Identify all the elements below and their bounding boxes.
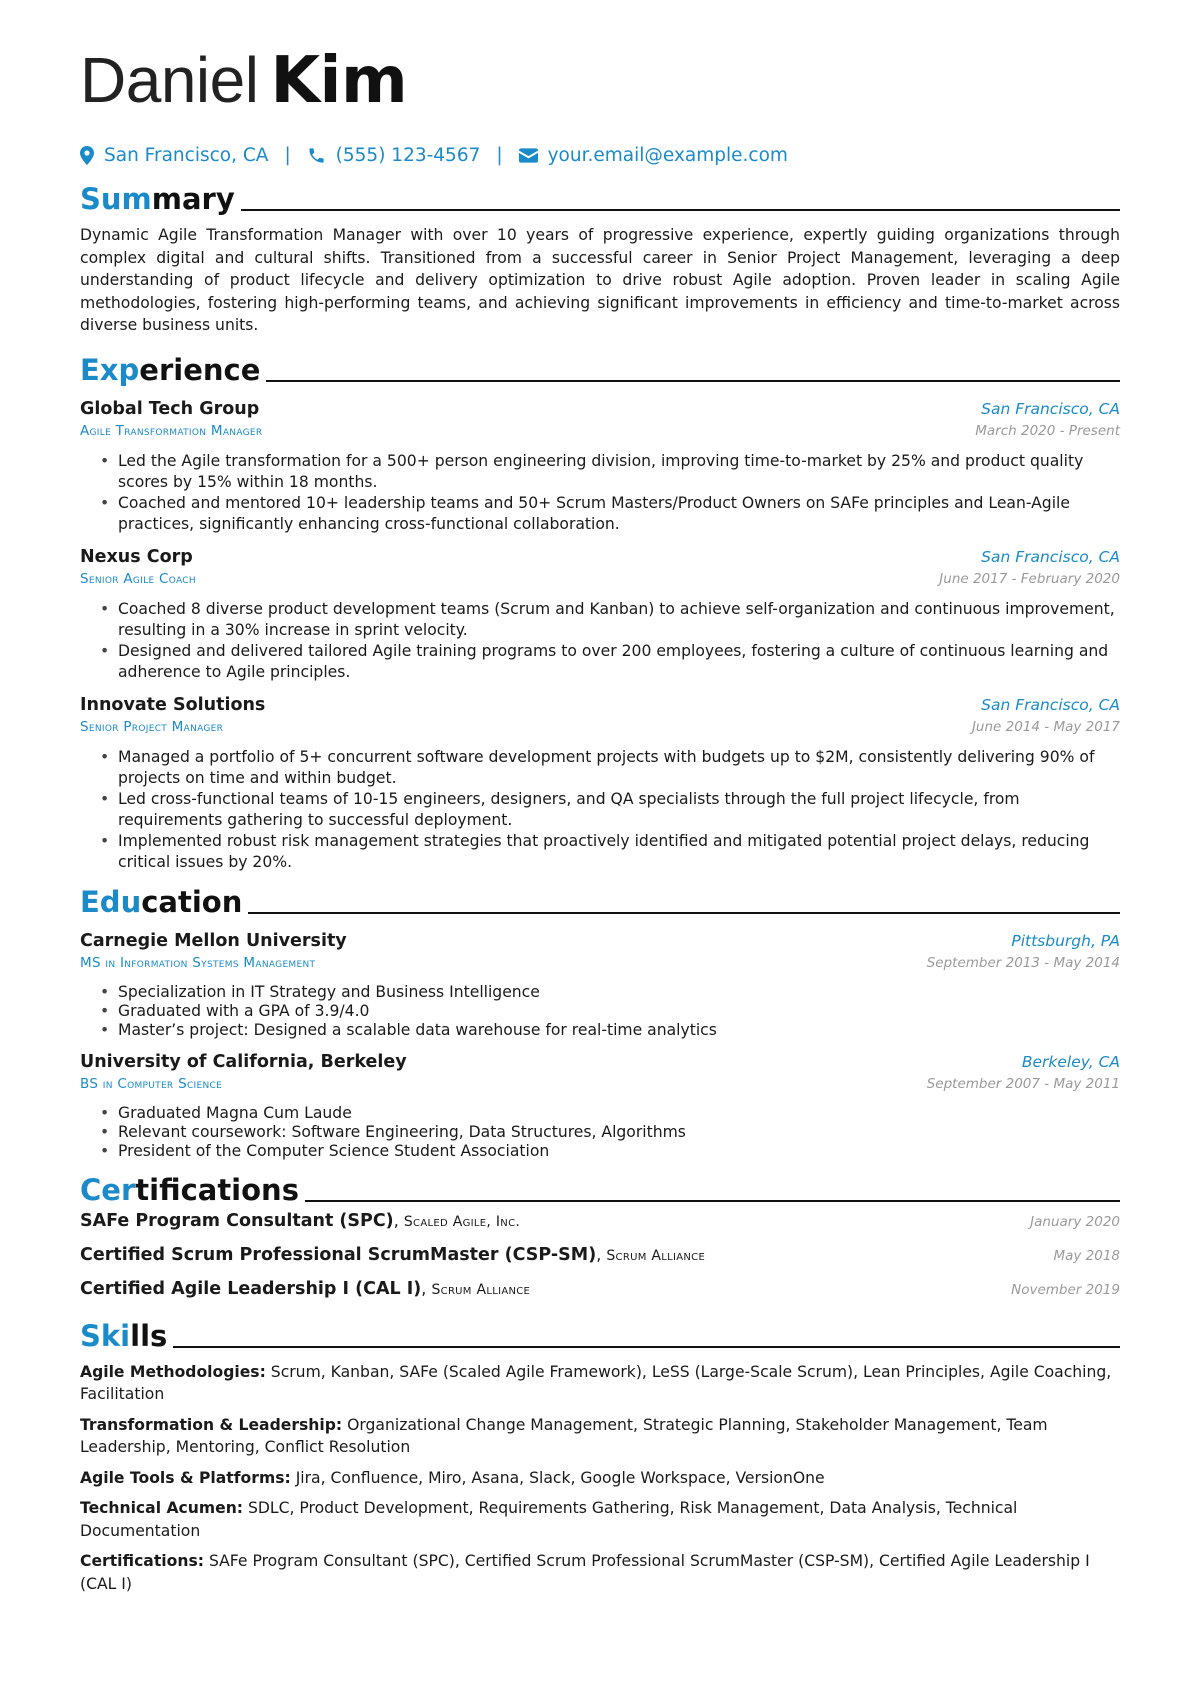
certifications-list xyxy=(80,1211,1120,1313)
list-item: • Led the Agile transformation for a 500+ person engineering division, improving time-to-market by 25% and product quality scores by 15% within 18 months. xyxy=(100,451,1120,493)
company-name: Innovate Solutions xyxy=(80,694,266,715)
first-name: Daniel xyxy=(80,44,259,116)
resume-page xyxy=(80,40,1120,1603)
section-title: Education xyxy=(80,884,243,919)
section-rule xyxy=(266,380,1120,382)
certification-issuer: Scrum Alliance xyxy=(606,1247,706,1264)
degree: MS in Information Systems Management xyxy=(80,954,316,971)
skill-label: Transformation & Leadership: xyxy=(80,1415,343,1434)
skill-value: Scrum, Kanban, SAFe (Scaled Agile Framework), LeSS (Large-Scale Scrum), Lean Principles, Agile Coaching, Facilitation xyxy=(80,1362,1112,1403)
skill-item xyxy=(80,1467,1120,1490)
school-location: Pittsburgh, PA xyxy=(1011,931,1120,950)
skill-item xyxy=(80,1361,1120,1406)
contact-email[interactable] xyxy=(519,145,788,166)
skill-label: Certifications: xyxy=(80,1552,204,1570)
list-item: • Graduated with a GPA of 3.9/4.0 xyxy=(100,1002,1120,1021)
experience-entry xyxy=(80,397,1120,535)
school-bullets xyxy=(80,1104,1120,1161)
certification-name: Certified Scrum Professional ScrumMaster (CSP-SM) xyxy=(80,1244,597,1265)
school-dates: September 2013 - May 2014 xyxy=(926,954,1120,971)
school-dates: September 2007 - May 2011 xyxy=(926,1075,1120,1092)
skill-item xyxy=(80,1497,1120,1542)
list-item: • Specialization in IT Strategy and Business Intelligence xyxy=(100,983,1120,1002)
certification-item: Certified Scrum Professional ScrumMaster (CSP-SM), Scrum Alliance May 2018 xyxy=(80,1244,1120,1265)
section-rule xyxy=(173,1346,1120,1348)
job-title: Senior Project Manager xyxy=(80,718,224,735)
job-dates: June 2017 - February 2020 xyxy=(939,570,1120,587)
skill-label: Technical Acumen: xyxy=(80,1499,244,1517)
experience-entry xyxy=(80,693,1120,873)
skill-item xyxy=(80,1414,1120,1459)
school-name: University of California, Berkeley xyxy=(80,1051,407,1072)
skill-label: Agile Tools & Platforms: xyxy=(80,1468,291,1487)
school-name: Carnegie Mellon University xyxy=(80,930,347,951)
job-title: Agile Transformation Manager xyxy=(80,422,263,439)
certification-date: May 2018 xyxy=(1053,1247,1120,1264)
company-name: Global Tech Group xyxy=(80,398,260,419)
job-bullets xyxy=(80,599,1120,683)
job-dates: June 2014 - May 2017 xyxy=(971,718,1120,735)
contact-phone[interactable] xyxy=(307,145,481,166)
section-title: Summary xyxy=(80,182,235,216)
location-text: San Francisco, CA xyxy=(104,144,269,166)
list-item: • Coached and mentored 10+ leadership teams and 50+ Scrum Masters/Product Owners on SAFe principles and Lean-Agile practices, significantly enhancing cross-functional collaboration. xyxy=(100,493,1120,535)
email-text: your.email@example.com xyxy=(547,144,788,166)
list-item: • Coached 8 diverse product development teams (Scrum and Kanban) to achieve self-organization and continuous improvement, resulting in a 30% increase in sprint velocity. xyxy=(100,599,1120,641)
section-header-education xyxy=(80,881,1120,919)
certification-date: November 2019 xyxy=(1011,1281,1120,1298)
section-header-skills xyxy=(80,1315,1120,1353)
list-item: • Implemented robust risk management strategies that proactively identified and mitigated potential project delays, reducing critical issues by 20%. xyxy=(100,831,1120,873)
education-entry xyxy=(80,929,1120,1040)
section-header-certifications xyxy=(80,1169,1120,1207)
skills-list xyxy=(80,1361,1120,1596)
list-item: • Managed a portfolio of 5+ concurrent software development projects with budgets up to $2M, consistently delivering 90% of projects on time and within budget. xyxy=(100,747,1120,789)
section-title: Skills xyxy=(80,1318,168,1353)
section-header-summary xyxy=(80,178,1120,216)
list-item: • Master’s project: Designed a scalable data warehouse for real-time analytics xyxy=(100,1021,1120,1040)
section-rule xyxy=(241,209,1120,211)
degree: BS in Computer Science xyxy=(80,1075,223,1092)
section-title: Certifications xyxy=(80,1172,299,1207)
list-item: • Designed and delivered tailored Agile training programs to over 200 employees, fostering a culture of continuous learning and adherence to Agile principles. xyxy=(100,641,1120,683)
phone-icon xyxy=(307,146,326,165)
section-rule xyxy=(248,912,1120,914)
skill-value: SDLC, Product Development, Requirements Gathering, Risk Management, Data Analysis, Technical Documentation xyxy=(80,1499,1018,1540)
candidate-name xyxy=(80,40,1120,120)
job-dates: March 2020 - Present xyxy=(975,422,1120,439)
job-bullets xyxy=(80,451,1120,535)
list-item: • Led cross-functional teams of 10-15 engineers, designers, and QA specialists through the full project lifecycle, from requirements gathering to successful deployment. xyxy=(100,789,1120,831)
skill-value: Organizational Change Management, Strategic Planning, Stakeholder Management, Team Leadership, Mentoring, Conflict Resolution xyxy=(80,1415,1048,1456)
school-bullets xyxy=(80,983,1120,1040)
skill-value: SAFe Program Consultant (SPC), Certified Scrum Professional ScrumMaster (CSP-SM), Certified Agile Leadership I (CAL I) xyxy=(80,1552,1090,1593)
certification-name: Certified Agile Leadership I (CAL I) xyxy=(80,1278,422,1299)
job-location: San Francisco, CA xyxy=(981,547,1120,566)
section-header-experience xyxy=(80,349,1120,387)
section-rule xyxy=(305,1200,1120,1202)
certification-date: January 2020 xyxy=(1030,1213,1120,1230)
job-location: San Francisco, CA xyxy=(981,695,1120,714)
job-bullets xyxy=(80,747,1120,873)
education-entry xyxy=(80,1050,1120,1161)
section-title: Experience xyxy=(80,352,261,387)
phone-text: (555) 123-4567 xyxy=(335,144,481,166)
last-name: Kim xyxy=(270,44,408,118)
map-marker-icon xyxy=(80,146,94,165)
list-item: • Graduated Magna Cum Laude xyxy=(100,1104,1120,1123)
skill-label: Agile Methodologies: xyxy=(80,1362,266,1381)
contact-line xyxy=(80,142,1120,168)
certification-issuer: Scrum Alliance xyxy=(431,1281,531,1298)
contact-location xyxy=(80,145,268,166)
certification-item: Certified Agile Leadership I (CAL I), Scrum Alliance November 2019 xyxy=(80,1278,1120,1299)
certification-item: SAFe Program Consultant (SPC), Scaled Agile, Inc. January 2020 xyxy=(80,1210,1120,1231)
list-item: • President of the Computer Science Student Association xyxy=(100,1142,1120,1161)
certification-name: SAFe Program Consultant (SPC) xyxy=(80,1210,394,1231)
skill-item xyxy=(80,1550,1120,1595)
school-location: Berkeley, CA xyxy=(1021,1052,1120,1071)
contact-separator: | xyxy=(496,144,503,166)
experience-entry xyxy=(80,545,1120,683)
company-name: Nexus Corp xyxy=(80,546,193,567)
summary-text: Dynamic Agile Transformation Manager with over 10 years of progressive experience, expertly guiding organizations through complex digital and cultural shifts. Transitioned from a successful career in Senior Project Management, leveraging a deep understanding of product lifecycle and delivery optimization to drive robust Agile adoption. Proven leader in scaling Agile methodologies, fostering high-performing teams, and achieving significant improvements in efficiency and time-to-market across diverse business units. xyxy=(80,226,1120,334)
envelope-icon xyxy=(519,148,538,163)
job-location: San Francisco, CA xyxy=(981,399,1120,418)
certification-issuer: Scaled Agile, Inc. xyxy=(403,1213,521,1230)
contact-separator: | xyxy=(284,144,291,166)
skill-value: Jira, Confluence, Miro, Asana, Slack, Google Workspace, VersionOne xyxy=(295,1468,825,1487)
list-item: • Relevant coursework: Software Engineering, Data Structures, Algorithms xyxy=(100,1123,1120,1142)
job-title: Senior Agile Coach xyxy=(80,570,196,587)
